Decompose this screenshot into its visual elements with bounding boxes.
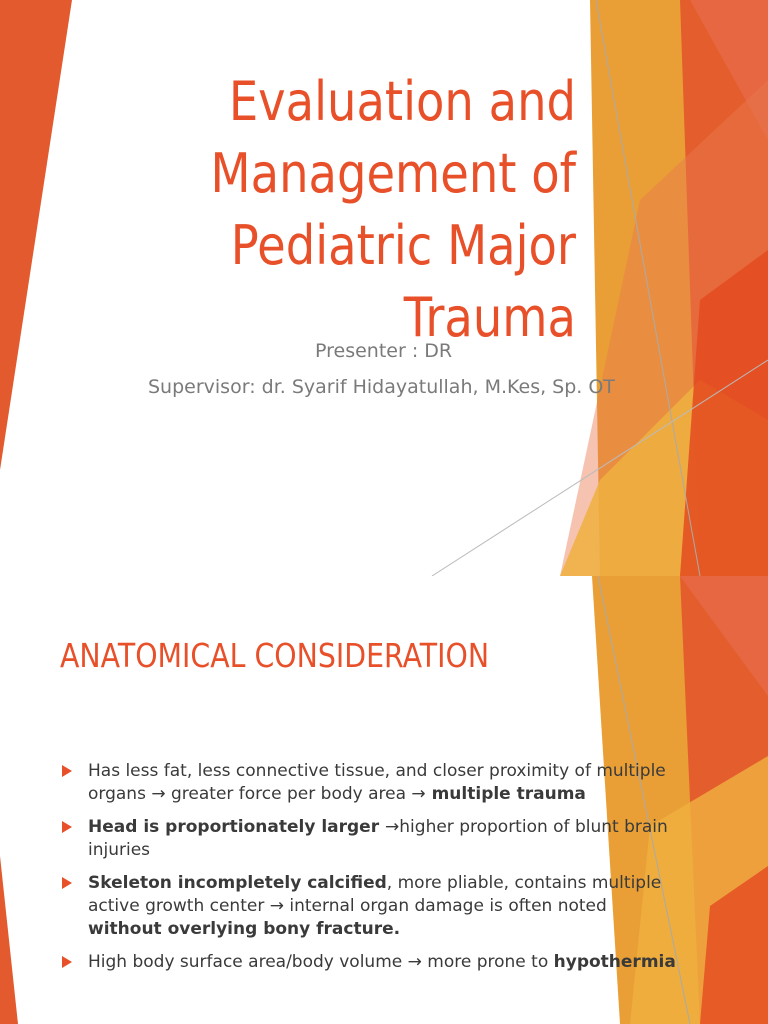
bullet-list: [60, 760, 680, 984]
slide-title: [94, 66, 576, 354]
title-line-1: Evaluation and: [228, 70, 577, 133]
slide-heading: ANATOMICAL CONSIDERATION: [60, 636, 490, 675]
triangle-bullet-icon: [62, 877, 72, 889]
triangle-bullet-icon: [62, 765, 72, 777]
supervisor-text: Supervisor: dr. Syarif Hidayatullah, M.Kes, Sp. OT: [148, 376, 615, 398]
list-item: Head is proportionately larger →higher proportion of blunt brain injuries: [60, 816, 680, 862]
list-item: High body surface area/body volume → more prone to hypothermia: [60, 951, 680, 974]
triangle-bullet-icon: [62, 821, 72, 833]
list-item: Skeleton incompletely calcified, more pliable, contains multiple active growth center → internal organ damage is often noted without overlying bony fracture.: [60, 872, 680, 941]
content-slide: [0, 576, 768, 1024]
presenter-text: Presenter : DR: [315, 340, 453, 362]
triangle-bullet-icon: [62, 956, 72, 968]
list-item: Has less fat, less connective tissue, and closer proximity of multiple organs → greater force per body area → multiple trauma: [60, 760, 680, 806]
title-line-4: Trauma: [403, 286, 576, 349]
title-line-3: Pediatric Major: [230, 214, 576, 277]
title-line-2: Management of: [210, 142, 576, 205]
